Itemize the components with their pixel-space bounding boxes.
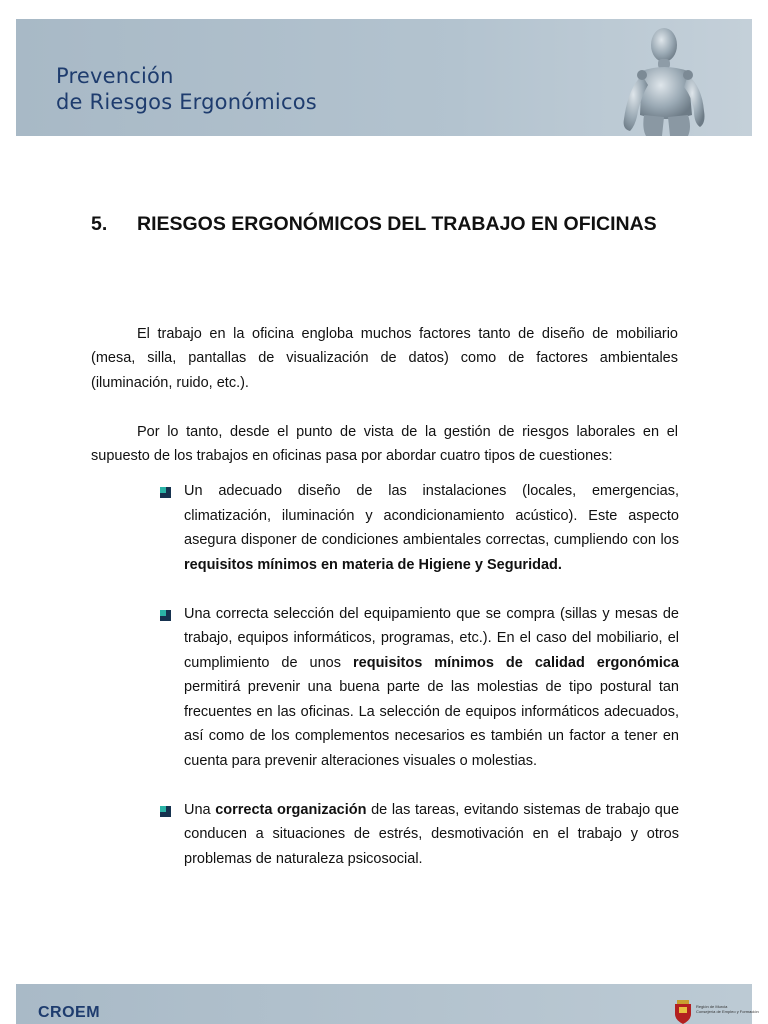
list-item-text [184, 802, 679, 867]
title-line-2: de Riesgos Ergonómicos [56, 90, 317, 114]
section-heading [91, 206, 691, 243]
list-item-bold-text: correcta organización [215, 801, 367, 818]
region-murcia-logo-text [696, 1004, 759, 1014]
questions-paragraph: Por lo tanto, desde el punto de vista de la gestión de riesgos laborales en el supuesto de los trabajos en oficinas pasa por abordar cuatro tipos de cuestiones: [91, 423, 678, 464]
region-murcia-name: Región de Murcia [696, 1004, 728, 1009]
intro-paragraph: El trabajo en la oficina engloba muchos factores tanto de diseño de mobiliario (mesa, silla, pantallas de visualización de datos) como de factores ambientales (iluminación, ruido, etc.). [91, 325, 678, 391]
document-title [56, 63, 317, 115]
murcia-crest-icon [672, 1000, 694, 1024]
footer-banner [16, 984, 759, 1024]
croem-logo: CROEM [38, 1004, 101, 1021]
list-item-bold-text: requisitos mínimos en materia de Higiene y Seguridad. [184, 556, 562, 573]
header-banner [16, 19, 752, 136]
square-bullet-icon [160, 610, 171, 621]
list-item [159, 798, 679, 872]
section-title: RIESGOS ERGONÓMICOS DEL TRABAJO EN OFICINAS [137, 213, 657, 235]
list-item [159, 602, 679, 774]
list-item-bold-text: requisitos mínimos de calidad ergonómica [353, 654, 679, 671]
square-bullet-icon [160, 806, 171, 817]
mannequin-figure-icon [602, 19, 752, 136]
bullet-list [159, 479, 679, 896]
square-bullet-icon [160, 487, 171, 498]
list-item-text-after: permitirá prevenir una buena parte de las molestias de tipo postural tan frecuentes en las oficinas. La selección de equipos informáticos adecuados, así como de los complementos necesarios es también un factor a tener en cuenta para prevenir alteraciones visuales o molestias. [184, 679, 679, 769]
list-item-text-before: Una [184, 801, 216, 818]
list-item-text-before: Una correcta selección del equipamiento que se compra (sillas y mesas de trabajo, equipos informáticos, programas, etc.). En el caso del mobiliario, el cumplimiento de unos [184, 605, 679, 671]
list-item [159, 479, 679, 577]
list-item-text-after: de las tareas, evitando sistemas de trabajo que conducen a situaciones de estrés, desmotivación en el trabajo y otros problemas de naturaleza psicosocial. [184, 801, 680, 867]
title-line-1: Prevención [56, 64, 174, 88]
region-murcia-department: Consejería de Empleo y Formación [696, 1009, 759, 1014]
list-item-text [184, 606, 679, 769]
list-item-text-before: Un adecuado diseño de las instalaciones (locales, emergencias, climatización, iluminación y acondicionamiento acústico). Este aspecto asegura disponer de condiciones ambientales correctas, cumpliendo con los [184, 483, 679, 548]
list-item-text [184, 483, 679, 573]
section-number: 5. [91, 213, 108, 235]
